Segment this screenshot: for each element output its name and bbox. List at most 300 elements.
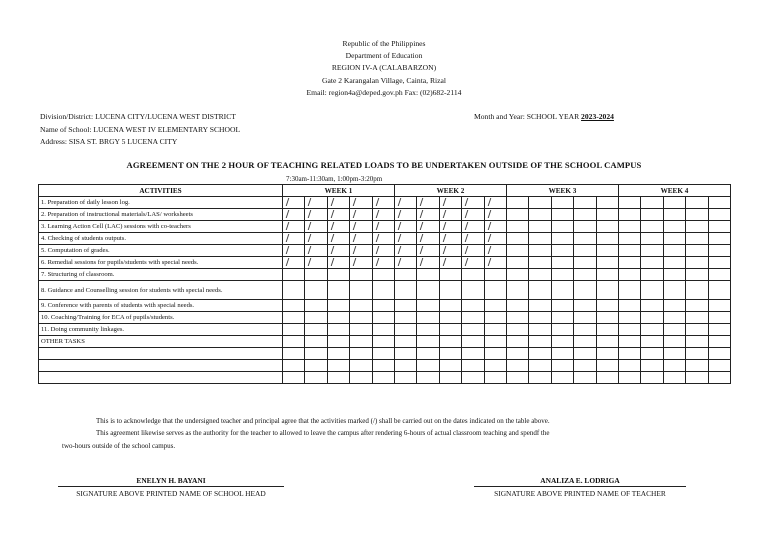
day-cell[interactable] [529,336,551,348]
day-cell[interactable] [596,197,618,209]
day-cell[interactable] [551,360,573,372]
day-cell[interactable] [708,300,730,312]
day-cell[interactable] [686,312,708,324]
day-cell[interactable] [529,269,551,281]
day-cell[interactable] [641,221,663,233]
day-cell[interactable] [708,348,730,360]
day-cell[interactable] [350,269,372,281]
day-cell[interactable] [372,281,394,300]
day-cell[interactable] [372,372,394,384]
day-cell[interactable] [484,281,506,300]
day-cell[interactable] [708,209,730,221]
day-cell[interactable] [663,300,685,312]
day-cell[interactable] [417,348,439,360]
day-cell[interactable] [283,245,305,257]
day-cell[interactable] [618,336,640,348]
day-cell[interactable] [283,281,305,300]
day-cell[interactable] [372,245,394,257]
day-cell[interactable] [618,197,640,209]
day-cell[interactable] [417,324,439,336]
day-cell[interactable] [484,348,506,360]
day-cell[interactable] [506,336,528,348]
day-cell[interactable] [283,348,305,360]
day-cell[interactable] [529,257,551,269]
day-cell[interactable] [663,312,685,324]
day-cell[interactable] [394,221,416,233]
day-cell[interactable] [708,257,730,269]
day-cell[interactable] [439,209,461,221]
day-cell[interactable] [596,336,618,348]
day-cell[interactable] [283,300,305,312]
day-cell[interactable] [305,300,327,312]
day-cell[interactable] [394,360,416,372]
day-cell[interactable] [663,233,685,245]
day-cell[interactable] [686,281,708,300]
day-cell[interactable] [529,197,551,209]
day-cell[interactable] [596,281,618,300]
day-cell[interactable] [350,348,372,360]
day-cell[interactable] [327,312,349,324]
day-cell[interactable] [663,209,685,221]
day-cell[interactable] [551,348,573,360]
day-cell[interactable] [417,209,439,221]
day-cell[interactable] [686,336,708,348]
day-cell[interactable] [327,300,349,312]
day-cell[interactable] [394,348,416,360]
day-cell[interactable] [618,221,640,233]
day-cell[interactable] [462,324,484,336]
day-cell[interactable] [506,233,528,245]
day-cell[interactable] [618,233,640,245]
day-cell[interactable] [618,324,640,336]
day-cell[interactable] [708,233,730,245]
day-cell[interactable] [506,372,528,384]
day-cell[interactable] [574,269,596,281]
day-cell[interactable] [618,348,640,360]
day-cell[interactable] [462,312,484,324]
day-cell[interactable] [529,221,551,233]
day-cell[interactable] [484,233,506,245]
day-cell[interactable] [686,233,708,245]
day-cell[interactable] [686,300,708,312]
day-cell[interactable] [574,281,596,300]
day-cell[interactable] [283,257,305,269]
day-cell[interactable] [618,360,640,372]
day-cell[interactable] [394,269,416,281]
day-cell[interactable] [686,372,708,384]
day-cell[interactable] [305,324,327,336]
day-cell[interactable] [327,360,349,372]
day-cell[interactable] [462,269,484,281]
day-cell[interactable] [708,336,730,348]
day-cell[interactable] [506,281,528,300]
day-cell[interactable] [641,257,663,269]
day-cell[interactable] [305,209,327,221]
day-cell[interactable] [417,281,439,300]
day-cell[interactable] [686,269,708,281]
day-cell[interactable] [350,300,372,312]
day-cell[interactable] [439,336,461,348]
day-cell[interactable] [506,209,528,221]
day-cell[interactable] [641,312,663,324]
day-cell[interactable] [394,312,416,324]
day-cell[interactable] [417,245,439,257]
day-cell[interactable] [350,336,372,348]
day-cell[interactable] [417,372,439,384]
day-cell[interactable] [394,197,416,209]
day-cell[interactable] [484,197,506,209]
day-cell[interactable] [372,257,394,269]
day-cell[interactable] [283,221,305,233]
day-cell[interactable] [641,324,663,336]
day-cell[interactable] [462,257,484,269]
day-cell[interactable] [708,221,730,233]
day-cell[interactable] [305,348,327,360]
day-cell[interactable] [462,281,484,300]
day-cell[interactable] [618,269,640,281]
day-cell[interactable] [574,221,596,233]
day-cell[interactable] [708,324,730,336]
day-cell[interactable] [484,300,506,312]
day-cell[interactable] [596,257,618,269]
day-cell[interactable] [439,324,461,336]
day-cell[interactable] [484,209,506,221]
day-cell[interactable] [439,221,461,233]
day-cell[interactable] [350,281,372,300]
day-cell[interactable] [283,197,305,209]
day-cell[interactable] [529,300,551,312]
day-cell[interactable] [574,360,596,372]
day-cell[interactable] [283,233,305,245]
day-cell[interactable] [417,312,439,324]
day-cell[interactable] [686,245,708,257]
day-cell[interactable] [462,372,484,384]
day-cell[interactable] [372,348,394,360]
day-cell[interactable] [574,324,596,336]
day-cell[interactable] [417,360,439,372]
day-cell[interactable] [327,209,349,221]
day-cell[interactable] [641,300,663,312]
day-cell[interactable] [327,336,349,348]
day-cell[interactable] [283,360,305,372]
day-cell[interactable] [439,360,461,372]
day-cell[interactable] [551,209,573,221]
day-cell[interactable] [506,257,528,269]
day-cell[interactable] [305,312,327,324]
day-cell[interactable] [327,348,349,360]
day-cell[interactable] [708,269,730,281]
day-cell[interactable] [327,197,349,209]
day-cell[interactable] [596,360,618,372]
day-cell[interactable] [529,360,551,372]
day-cell[interactable] [618,245,640,257]
day-cell[interactable] [394,257,416,269]
day-cell[interactable] [439,269,461,281]
day-cell[interactable] [484,245,506,257]
day-cell[interactable] [663,245,685,257]
day-cell[interactable] [596,324,618,336]
day-cell[interactable] [686,348,708,360]
day-cell[interactable] [417,197,439,209]
day-cell[interactable] [417,300,439,312]
day-cell[interactable] [305,336,327,348]
day-cell[interactable] [506,300,528,312]
day-cell[interactable] [327,233,349,245]
day-cell[interactable] [529,245,551,257]
day-cell[interactable] [708,197,730,209]
day-cell[interactable] [484,257,506,269]
day-cell[interactable] [663,324,685,336]
day-cell[interactable] [283,209,305,221]
day-cell[interactable] [663,221,685,233]
day-cell[interactable] [350,245,372,257]
day-cell[interactable] [484,372,506,384]
day-cell[interactable] [484,221,506,233]
day-cell[interactable] [529,324,551,336]
day-cell[interactable] [372,233,394,245]
day-cell[interactable] [305,360,327,372]
day-cell[interactable] [663,360,685,372]
day-cell[interactable] [551,281,573,300]
day-cell[interactable] [305,281,327,300]
day-cell[interactable] [686,360,708,372]
day-cell[interactable] [686,324,708,336]
day-cell[interactable] [551,372,573,384]
day-cell[interactable] [417,221,439,233]
day-cell[interactable] [327,221,349,233]
day-cell[interactable] [574,197,596,209]
day-cell[interactable] [574,245,596,257]
day-cell[interactable] [439,257,461,269]
day-cell[interactable] [462,209,484,221]
day-cell[interactable] [641,269,663,281]
day-cell[interactable] [439,281,461,300]
day-cell[interactable] [574,257,596,269]
day-cell[interactable] [551,312,573,324]
day-cell[interactable] [596,233,618,245]
day-cell[interactable] [462,348,484,360]
day-cell[interactable] [596,300,618,312]
day-cell[interactable] [350,221,372,233]
day-cell[interactable] [372,209,394,221]
day-cell[interactable] [417,336,439,348]
day-cell[interactable] [551,257,573,269]
day-cell[interactable] [350,372,372,384]
day-cell[interactable] [462,300,484,312]
day-cell[interactable] [484,324,506,336]
day-cell[interactable] [506,360,528,372]
day-cell[interactable] [686,257,708,269]
day-cell[interactable] [663,372,685,384]
day-cell[interactable] [439,233,461,245]
day-cell[interactable] [529,312,551,324]
day-cell[interactable] [551,197,573,209]
day-cell[interactable] [439,312,461,324]
day-cell[interactable] [350,233,372,245]
day-cell[interactable] [417,233,439,245]
day-cell[interactable] [305,372,327,384]
day-cell[interactable] [372,197,394,209]
day-cell[interactable] [439,348,461,360]
day-cell[interactable] [327,245,349,257]
day-cell[interactable] [484,312,506,324]
day-cell[interactable] [417,257,439,269]
day-cell[interactable] [529,348,551,360]
day-cell[interactable] [506,348,528,360]
day-cell[interactable] [506,312,528,324]
day-cell[interactable] [439,245,461,257]
day-cell[interactable] [350,209,372,221]
day-cell[interactable] [350,312,372,324]
day-cell[interactable] [283,269,305,281]
day-cell[interactable] [663,281,685,300]
day-cell[interactable] [506,221,528,233]
day-cell[interactable] [283,324,305,336]
day-cell[interactable] [305,245,327,257]
day-cell[interactable] [686,209,708,221]
day-cell[interactable] [506,197,528,209]
day-cell[interactable] [596,269,618,281]
day-cell[interactable] [462,233,484,245]
day-cell[interactable] [663,197,685,209]
day-cell[interactable] [641,336,663,348]
day-cell[interactable] [551,221,573,233]
day-cell[interactable] [641,348,663,360]
day-cell[interactable] [462,336,484,348]
day-cell[interactable] [551,245,573,257]
day-cell[interactable] [641,245,663,257]
day-cell[interactable] [305,197,327,209]
day-cell[interactable] [372,336,394,348]
day-cell[interactable] [641,233,663,245]
day-cell[interactable] [417,269,439,281]
day-cell[interactable] [327,324,349,336]
day-cell[interactable] [327,372,349,384]
day-cell[interactable] [708,312,730,324]
day-cell[interactable] [394,245,416,257]
day-cell[interactable] [484,360,506,372]
day-cell[interactable] [596,245,618,257]
day-cell[interactable] [327,257,349,269]
day-cell[interactable] [462,197,484,209]
day-cell[interactable] [641,197,663,209]
day-cell[interactable] [394,233,416,245]
day-cell[interactable] [618,209,640,221]
day-cell[interactable] [394,336,416,348]
day-cell[interactable] [394,300,416,312]
day-cell[interactable] [618,372,640,384]
day-cell[interactable] [484,336,506,348]
day-cell[interactable] [551,336,573,348]
day-cell[interactable] [551,300,573,312]
day-cell[interactable] [283,336,305,348]
day-cell[interactable] [551,269,573,281]
day-cell[interactable] [641,281,663,300]
day-cell[interactable] [529,233,551,245]
day-cell[interactable] [462,360,484,372]
day-cell[interactable] [596,372,618,384]
day-cell[interactable] [372,324,394,336]
day-cell[interactable] [484,269,506,281]
day-cell[interactable] [506,245,528,257]
day-cell[interactable] [708,360,730,372]
day-cell[interactable] [462,221,484,233]
day-cell[interactable] [686,221,708,233]
day-cell[interactable] [350,360,372,372]
day-cell[interactable] [708,281,730,300]
day-cell[interactable] [596,348,618,360]
day-cell[interactable] [305,233,327,245]
day-cell[interactable] [506,324,528,336]
day-cell[interactable] [439,372,461,384]
day-cell[interactable] [529,209,551,221]
day-cell[interactable] [372,221,394,233]
day-cell[interactable] [305,269,327,281]
day-cell[interactable] [551,233,573,245]
day-cell[interactable] [663,348,685,360]
day-cell[interactable] [574,312,596,324]
day-cell[interactable] [372,269,394,281]
day-cell[interactable] [551,324,573,336]
day-cell[interactable] [529,281,551,300]
day-cell[interactable] [372,312,394,324]
day-cell[interactable] [327,281,349,300]
day-cell[interactable] [663,269,685,281]
day-cell[interactable] [596,312,618,324]
day-cell[interactable] [574,336,596,348]
day-cell[interactable] [462,245,484,257]
day-cell[interactable] [350,257,372,269]
day-cell[interactable] [574,348,596,360]
day-cell[interactable] [283,372,305,384]
day-cell[interactable] [506,269,528,281]
day-cell[interactable] [641,372,663,384]
day-cell[interactable] [350,197,372,209]
day-cell[interactable] [574,233,596,245]
day-cell[interactable] [641,360,663,372]
day-cell[interactable] [283,312,305,324]
day-cell[interactable] [574,209,596,221]
day-cell[interactable] [618,257,640,269]
day-cell[interactable] [305,221,327,233]
day-cell[interactable] [529,372,551,384]
day-cell[interactable] [305,257,327,269]
day-cell[interactable] [618,300,640,312]
day-cell[interactable] [439,300,461,312]
day-cell[interactable] [372,360,394,372]
day-cell[interactable] [686,197,708,209]
day-cell[interactable] [394,372,416,384]
day-cell[interactable] [641,209,663,221]
day-cell[interactable] [596,221,618,233]
day-cell[interactable] [350,324,372,336]
day-cell[interactable] [372,300,394,312]
day-cell[interactable] [394,209,416,221]
day-cell[interactable] [663,336,685,348]
day-cell[interactable] [596,209,618,221]
day-cell[interactable] [618,281,640,300]
day-cell[interactable] [574,300,596,312]
day-cell[interactable] [394,324,416,336]
day-cell[interactable] [327,269,349,281]
day-cell[interactable] [708,372,730,384]
day-cell[interactable] [663,257,685,269]
day-cell[interactable] [439,197,461,209]
day-cell[interactable] [574,372,596,384]
day-cell[interactable] [618,312,640,324]
day-cell[interactable] [394,281,416,300]
day-cell[interactable] [708,245,730,257]
